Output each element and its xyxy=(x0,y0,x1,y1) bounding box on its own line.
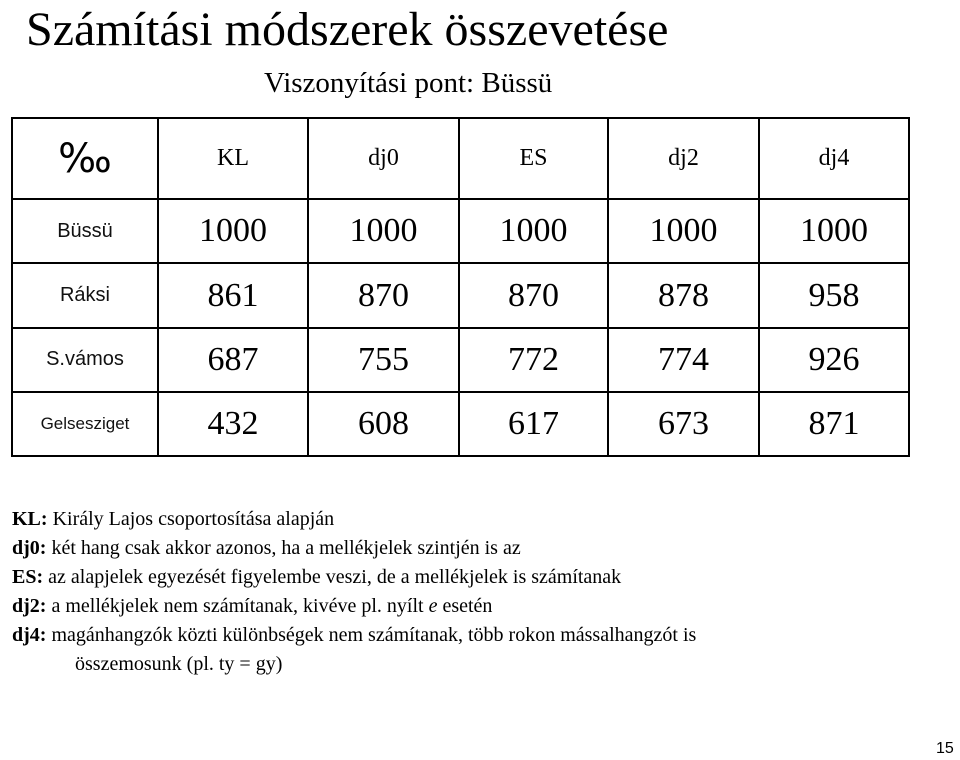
table-cell: 608 xyxy=(308,392,459,456)
table-cell: 432 xyxy=(158,392,308,456)
legend-key: KL: xyxy=(12,508,48,530)
column-header-kl: KL xyxy=(158,118,308,199)
row-label: Gelsesziget xyxy=(12,392,158,456)
table-cell: 926 xyxy=(759,328,909,392)
table-header-row xyxy=(12,118,909,199)
table-cell: 1000 xyxy=(759,199,909,263)
table-cell: 1000 xyxy=(608,199,759,263)
row-label: Ráksi xyxy=(12,263,158,327)
table-cell: 861 xyxy=(158,263,308,327)
table-cell: 673 xyxy=(608,392,759,456)
table-cell: 617 xyxy=(459,392,608,456)
legend-item-dj0 xyxy=(12,534,942,563)
legend-key: dj2: xyxy=(12,595,47,617)
comparison-table xyxy=(11,117,910,457)
page-number: 15 xyxy=(936,740,954,757)
abbreviation-legend xyxy=(12,505,942,679)
slide-title: Számítási módszerek összevetése xyxy=(26,3,669,56)
table-row xyxy=(12,263,909,327)
table-cell: 1000 xyxy=(308,199,459,263)
legend-item-dj4 xyxy=(12,621,942,650)
legend-text: két hang csak akkor azonos, ha a mellékjelek szintjén is az xyxy=(46,537,521,559)
legend-text: összemosunk (pl. ty = gy) xyxy=(75,653,283,675)
legend-text: az alapjelek egyezését figyelembe veszi, de a mellékjelek is számítanak xyxy=(43,566,622,588)
table-cell: 1000 xyxy=(158,199,308,263)
slide-subtitle: Viszonyítási pont: Büssü xyxy=(264,67,553,99)
table-cell: 871 xyxy=(759,392,909,456)
column-header-dj4: dj4 xyxy=(759,118,909,199)
table-row xyxy=(12,328,909,392)
table-cell: 870 xyxy=(459,263,608,327)
permille-header-cell: ‰ xyxy=(12,118,158,199)
legend-key: dj0: xyxy=(12,537,47,559)
legend-item-dj2 xyxy=(12,592,942,621)
row-label: S.vámos xyxy=(12,328,158,392)
table-cell: 958 xyxy=(759,263,909,327)
table-row xyxy=(12,199,909,263)
legend-italic-letter: e xyxy=(428,595,438,617)
column-header-es: ES xyxy=(459,118,608,199)
table-cell: 774 xyxy=(608,328,759,392)
table-cell: 870 xyxy=(308,263,459,327)
legend-key: ES: xyxy=(12,566,44,588)
table-cell: 772 xyxy=(459,328,608,392)
column-header-dj0: dj0 xyxy=(308,118,459,199)
table-cell: 1000 xyxy=(459,199,608,263)
table-cell: 687 xyxy=(158,328,308,392)
legend-text: Király Lajos csoportosítása alapján xyxy=(47,508,335,530)
legend-text: a mellékjelek nem számítanak, kivéve pl. nyílt xyxy=(46,595,429,617)
legend-item-kl xyxy=(12,505,942,534)
legend-key: dj4: xyxy=(12,624,47,646)
legend-item-es xyxy=(12,563,942,592)
column-header-dj2: dj2 xyxy=(608,118,759,199)
table-cell: 878 xyxy=(608,263,759,327)
table-cell: 755 xyxy=(308,328,459,392)
legend-text: magánhangzók közti különbségek nem számítanak, több rokon mássalhangzót is xyxy=(46,624,697,646)
row-label: Büssü xyxy=(12,199,158,263)
legend-item-dj4-continuation xyxy=(12,650,942,679)
table-row xyxy=(12,392,909,456)
legend-text-end: esetén xyxy=(437,595,493,617)
